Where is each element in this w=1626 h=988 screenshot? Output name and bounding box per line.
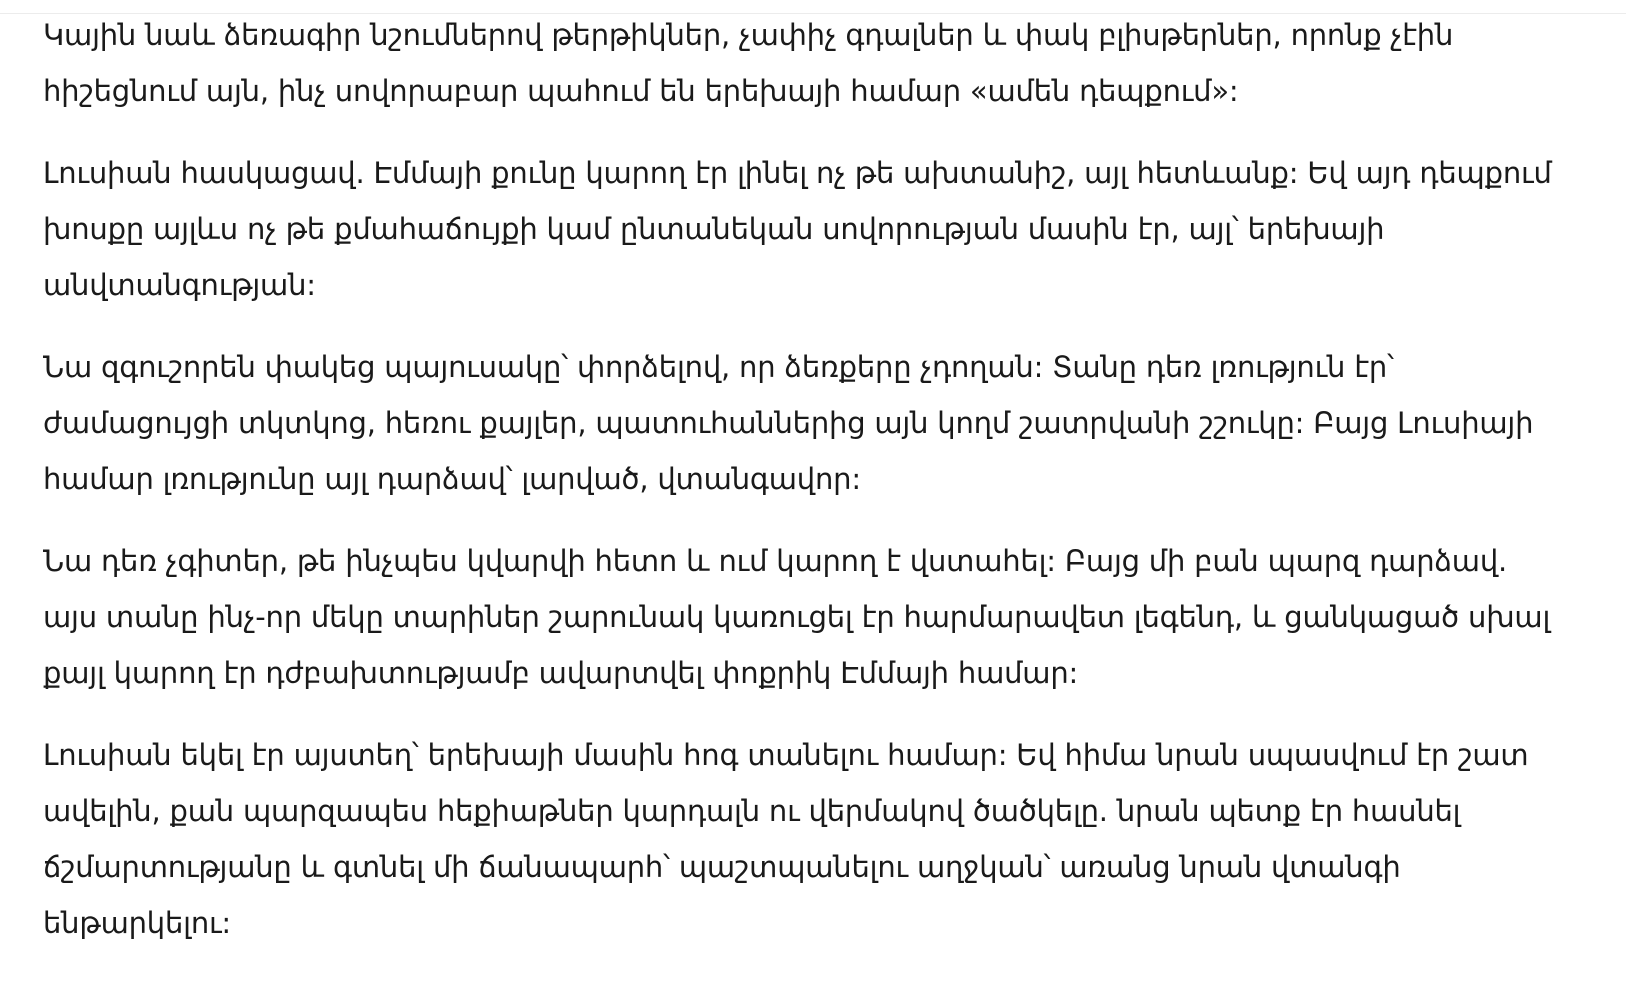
paragraph-3: Նա զգուշորեն փակեց պայուսակը՝ փորձելով, որ ձեռքերը չդողան: Տանը դեռ լռություն էր՝ ժամացույցի տկտկոց, հեռու քայլեր, պատուհաններից այն կողմ շատրվանի շշուկը: Բայց Լուսիայի համար լռությունը այլ դարձավ՝ լարված, վտանգավոր: [43, 350, 1534, 496]
paragraph-5: Լուսիան եկել էր այստեղ՝ երեխայի մասին հոգ տանելու համար: Եվ հիմա նրան սպասվում էր շատ ավելին, քան պարզապես հեքիաթներ կարդալն ու վերմակով ծածկելը. նրան պետք էր հասնել ճշմարտությանը և գտնել մի ճանապարհ՝ պաշտպանելու աղջկան՝ առանց նրան վտանգի ենթարկելու: [43, 738, 1529, 940]
paragraph-4: Նա դեռ չգիտեր, թե ինչպես կվարվի հետո և ում կարող է վստահել: Բայց մի բան պարզ դարձավ. այս տանը ինչ-որ մեկը տարիներ շարունակ կառուցել էր հարմարավետ լեգենդ, և ցանկացած սխալ քայլ կարող էր դժբախտությամբ ավարտվել փոքրիկ Էմմայի համար: [43, 544, 1551, 690]
article-body [43, 7, 1563, 951]
paragraph-1: Կային նաև ձեռագիր նշումներով թերթիկներ, չափիչ գդալներ և փակ բլիսթերներ, որոնք չէին հիշեցնում այն, ինչ սովորաբար պահում են երեխայի համար «ամեն դեպքում»: [43, 18, 1454, 108]
paragraph-2: Լուսիան հասկացավ. Էմմայի քունը կարող էր լինել ոչ թե ախտանիշ, այլ հետևանք: Եվ այդ դեպքում խոսքը այլևս ոչ թե քմահաճույքի կամ ընտանեկան սովորության մասին էր, այլ՝ երեխայի անվտանգության: [43, 156, 1552, 302]
